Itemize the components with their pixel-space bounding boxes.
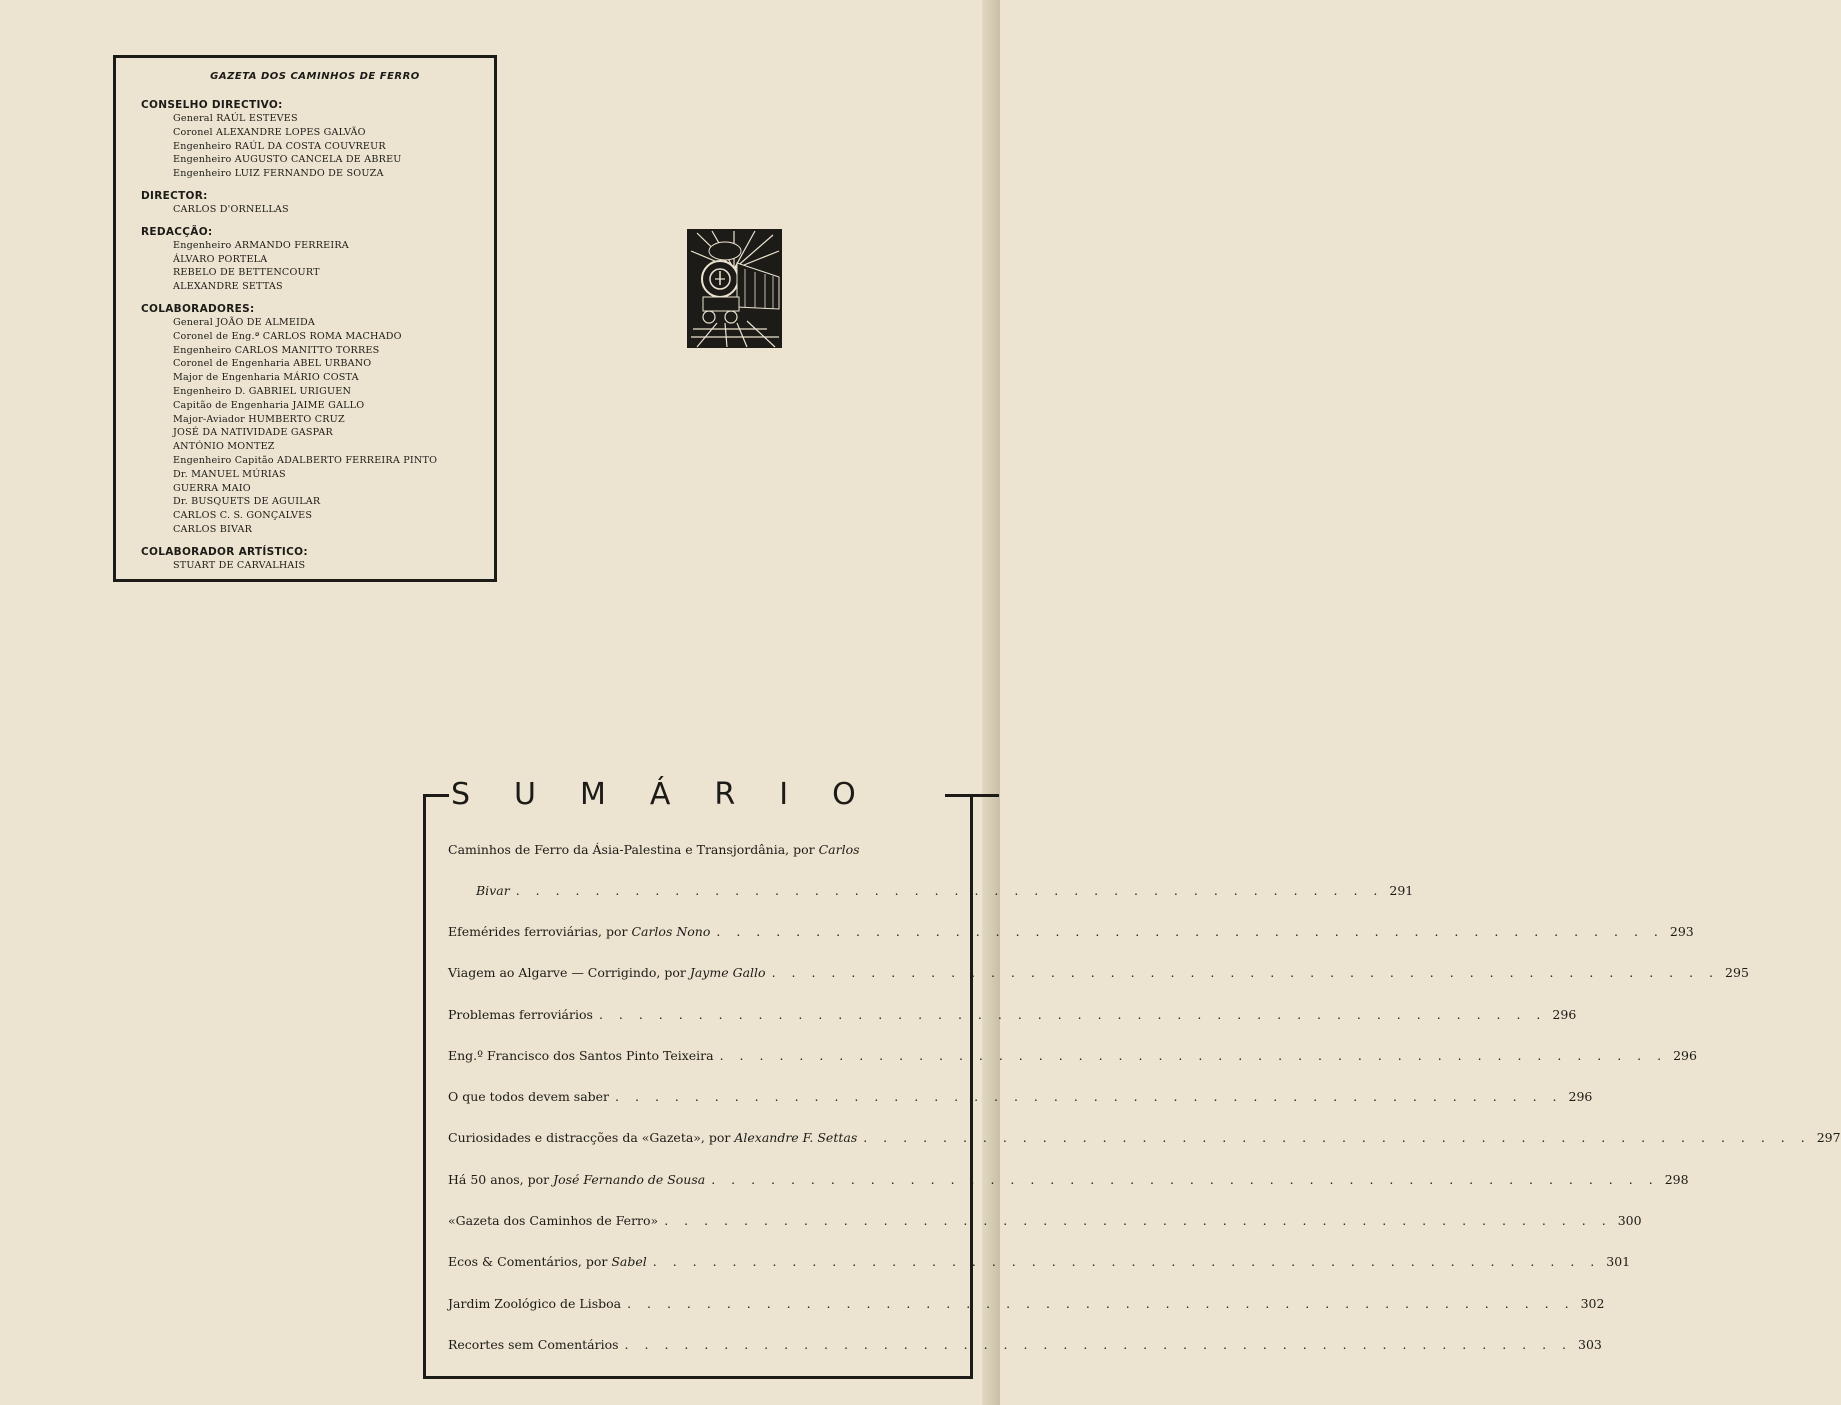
member-name: General RAÚL ESTEVES (173, 113, 298, 124)
member-name: ANTÓNIO MONTEZ (173, 441, 275, 453)
member-name: ÁLVARO PORTELA (173, 253, 268, 265)
toc-entry-author: Carlos Nono (631, 924, 711, 939)
dot-leader: . . . . . . . . . . . . . . . . . . . . . . . . . . . . . . . . . . . . . . . . . . . . . . . . (652, 1254, 1601, 1270)
section-heading: COLABORADORES: (141, 302, 255, 315)
member-name: Coronel de Eng.ª CARLOS ROMA MACHADO (173, 330, 402, 342)
member-name: General JOÃO DE ALMEIDA (173, 316, 316, 328)
member-list (173, 559, 494, 573)
member-name: Engenheiro LUIZ FERNANDO DE SOUZA (173, 168, 384, 180)
toc-entry-text: Há 50 anos, por (448, 1171, 554, 1187)
toc-entry-title: Caminhos de Ferro da Ásia-Palestina e Transjordânia, por (448, 842, 819, 857)
toc-entry-text: Ecos & Comentários, por (448, 1254, 612, 1270)
toc-entry-title (448, 1170, 705, 1190)
toc-entry-title (448, 1005, 593, 1025)
toc-entry[interactable] (448, 1128, 1841, 1169)
dot-leader: . . . . . . . . . . . . . . . . . . . . . . . . . . . . . . . . . . . . . . . . . . . . . . . . (624, 1336, 1573, 1352)
toc-entry[interactable] (448, 1005, 1577, 1046)
masthead-section (141, 302, 494, 537)
member-name: Engenheiro RAÚL DA COSTA COUVREUR (173, 140, 386, 152)
sumario-box (423, 777, 1841, 1379)
dot-leader: . . . . . . . . . . . . . . . . . . . . . . . . . . . . . . . . . . . . . . . . . . . . (515, 883, 1384, 898)
dot-leader: . . . . . . . . . . . . . . . . . . . . . . . . . . . . . . . . . . . . . . . . . . . . . . . . (711, 1171, 1659, 1187)
toc-entry[interactable] (448, 1170, 1689, 1211)
locomotive-woodcut-icon (687, 229, 782, 348)
member-name: Dr. BUSQUETS DE AGUILAR (173, 496, 321, 508)
toc-page-number: 297 (1816, 1130, 1841, 1146)
member-name: Engenheiro D. GABRIEL URIGUEN (173, 385, 352, 397)
toc-entry-text: Jardim Zoológico de Lisboa (448, 1295, 622, 1311)
dot-leader: . . . . . . . . . . . . . . . . . . . . . . . . . . . . . . . . . . . . . . . . . . . . . . . . (719, 1047, 1668, 1063)
table-of-contents (448, 840, 1841, 1376)
toc-entry-text: Viagem ao Algarve — Corrigindo, por (448, 965, 690, 981)
toc-entry[interactable] (448, 1087, 1593, 1128)
member-name: Coronel de Engenharia ABEL URBANO (173, 358, 372, 370)
toc-entry-text: O que todos devem saber (448, 1089, 610, 1105)
member-name: STUART DE CARVALHAIS (173, 559, 306, 571)
toc-entry-text: Eng.º Francisco dos Santos Pinto Teixeira (448, 1047, 714, 1063)
toc-entry[interactable] (448, 1046, 1697, 1087)
member-name: ALEXANDRE SETTAS (173, 281, 283, 293)
toc-entry-text: Efemérides ferroviárias, por (448, 924, 632, 939)
masthead-section (141, 225, 494, 294)
member-list (173, 316, 494, 537)
toc-page-number: 301 (1606, 1254, 1631, 1270)
toc-entry[interactable] (448, 1335, 1602, 1376)
toc-entry-line2 (448, 881, 1414, 901)
toc-entry-title (448, 963, 766, 983)
section-heading: CONSELHO DIRECTIVO: (141, 99, 283, 111)
member-name: Coronel ALEXANDRE LOPES GALVÃO (173, 126, 366, 138)
section-heading: REDACÇÃO: (141, 225, 213, 238)
toc-entry-author: Bivar (476, 883, 510, 898)
toc-entry-text: Problemas ferroviários (448, 1006, 593, 1022)
member-list (173, 203, 494, 217)
toc-page-number: 303 (1578, 1336, 1602, 1352)
toc-entry-author: Alexandre F. Settas (734, 1130, 858, 1146)
member-name: REBELO DE BETTENCOURT (173, 267, 320, 279)
toc-entry-title (448, 1294, 621, 1314)
toc-entry-author: Jayme Gallo (689, 965, 766, 981)
toc-page-number: 293 (1669, 924, 1694, 939)
toc-entry-author: Carlos (818, 842, 860, 857)
toc-page-number: 298 (1664, 1171, 1689, 1187)
toc-page-number: 300 (1617, 1213, 1642, 1229)
toc-page-number: 291 (1389, 883, 1414, 898)
masthead-title: GAZETA DOS CAMINHOS DE FERRO (210, 71, 420, 82)
toc-entry-text: Recortes sem Comentários (448, 1336, 619, 1352)
dot-leader: . . . . . . . . . . . . . . . . . . . . . . . . . . . . . . . . . . . . . . . . . . . . . . . . (863, 1130, 1811, 1146)
toc-entry-title (448, 1128, 857, 1148)
toc-entry-title (448, 922, 710, 942)
toc-entry[interactable] (448, 1211, 1642, 1252)
member-name: Dr. MANUEL MÚRIAS (173, 468, 286, 480)
member-name: Major de Engenharia MÁRIO COSTA (173, 372, 359, 384)
toc-entry-title (448, 1211, 658, 1231)
masthead-sections (116, 98, 494, 573)
member-name: CARLOS D'ORNELLAS (173, 203, 289, 215)
member-list (173, 112, 494, 181)
toc-entry-title (448, 1335, 619, 1355)
sumario-title-row (423, 778, 999, 814)
member-name: Engenheiro AUGUSTO CANCELA DE ABREU (173, 154, 402, 166)
member-name: CARLOS BIVAR (173, 523, 253, 535)
member-name: Major-Aviador HUMBERTO CRUZ (173, 413, 345, 425)
dot-leader: . . . . . . . . . . . . . . . . . . . . . . . . . . . . . . . . . . . . . . . . . . . . . . . . (615, 1089, 1563, 1105)
toc-entry-author: José Fernando de Sousa (553, 1171, 706, 1187)
dot-leader: . . . . . . . . . . . . . . . . . . . . . . . . . . . . . . . . . . . . . . . . . . . . . . . . (598, 1006, 1547, 1022)
toc-entry-line1 (448, 840, 958, 881)
toc-page-number: 302 (1580, 1295, 1605, 1311)
title-rule-right (945, 794, 999, 797)
member-name: Engenheiro Capitão ADALBERTO FERREIRA PINTO (173, 454, 438, 466)
toc-entry[interactable] (448, 840, 1414, 922)
toc-entry-author: Sabel (611, 1254, 647, 1270)
masthead-box (113, 55, 497, 582)
dot-leader: . . . . . . . . . . . . . . . . . . . . . . . . . . . . . . . . . . . . . . . . . . . . . . . . (664, 1213, 1612, 1229)
dot-leader: . . . . . . . . . . . . . . . . . . . . . . . . . . . . . . . . . . . . . . . . . . . . . . . . (716, 924, 1664, 939)
masthead-section (141, 189, 494, 217)
toc-page-number: 296 (1568, 1089, 1593, 1105)
member-name: GUERRA MAIO (173, 482, 251, 494)
member-name: Engenheiro ARMANDO FERREIRA (173, 239, 349, 251)
toc-entry[interactable] (448, 1252, 1631, 1293)
sumario-title: SUMÁRIO (451, 777, 900, 812)
section-heading: DIRECTOR: (141, 189, 208, 202)
toc-entry-text: «Gazeta dos Caminhos de Ferro» (448, 1213, 659, 1229)
toc-entry[interactable] (448, 963, 1749, 1004)
toc-entry[interactable] (448, 922, 1694, 963)
toc-entry[interactable] (448, 1294, 1605, 1335)
dot-leader: . . . . . . . . . . . . . . . . . . . . . . . . . . . . . . . . . . . . . . . . . . . . . . . . (627, 1295, 1575, 1311)
page-edge-shadow (982, 0, 1000, 1405)
masthead-section (141, 545, 494, 573)
dot-leader: . . . . . . . . . . . . . . . . . . . . . . . . . . . . . . . . . . . . . . . . . . . . . . . . (771, 965, 1720, 981)
member-name: Engenheiro CARLOS MANITTO TORRES (173, 344, 380, 356)
member-list (173, 239, 494, 294)
toc-entry-title (448, 1087, 609, 1107)
masthead-section (141, 98, 494, 181)
section-heading: COLABORADOR ARTÍSTICO: (141, 545, 308, 558)
toc-entry-title (448, 1046, 714, 1066)
toc-entry-title (448, 1252, 647, 1272)
toc-list (448, 922, 1841, 1376)
toc-page-number: 296 (1673, 1047, 1697, 1063)
member-name: Capitão de Engenharia JAIME GALLO (173, 399, 365, 411)
toc-page-number: 295 (1725, 965, 1749, 981)
toc-entry-text: Curiosidades e distracções da «Gazeta», por (448, 1130, 735, 1146)
title-rule-left (423, 794, 449, 797)
member-name: CARLOS C. S. GONÇALVES (173, 510, 313, 522)
member-name: JOSÉ DA NATIVIDADE GASPAR (173, 427, 333, 439)
toc-page-number: 296 (1552, 1006, 1577, 1022)
